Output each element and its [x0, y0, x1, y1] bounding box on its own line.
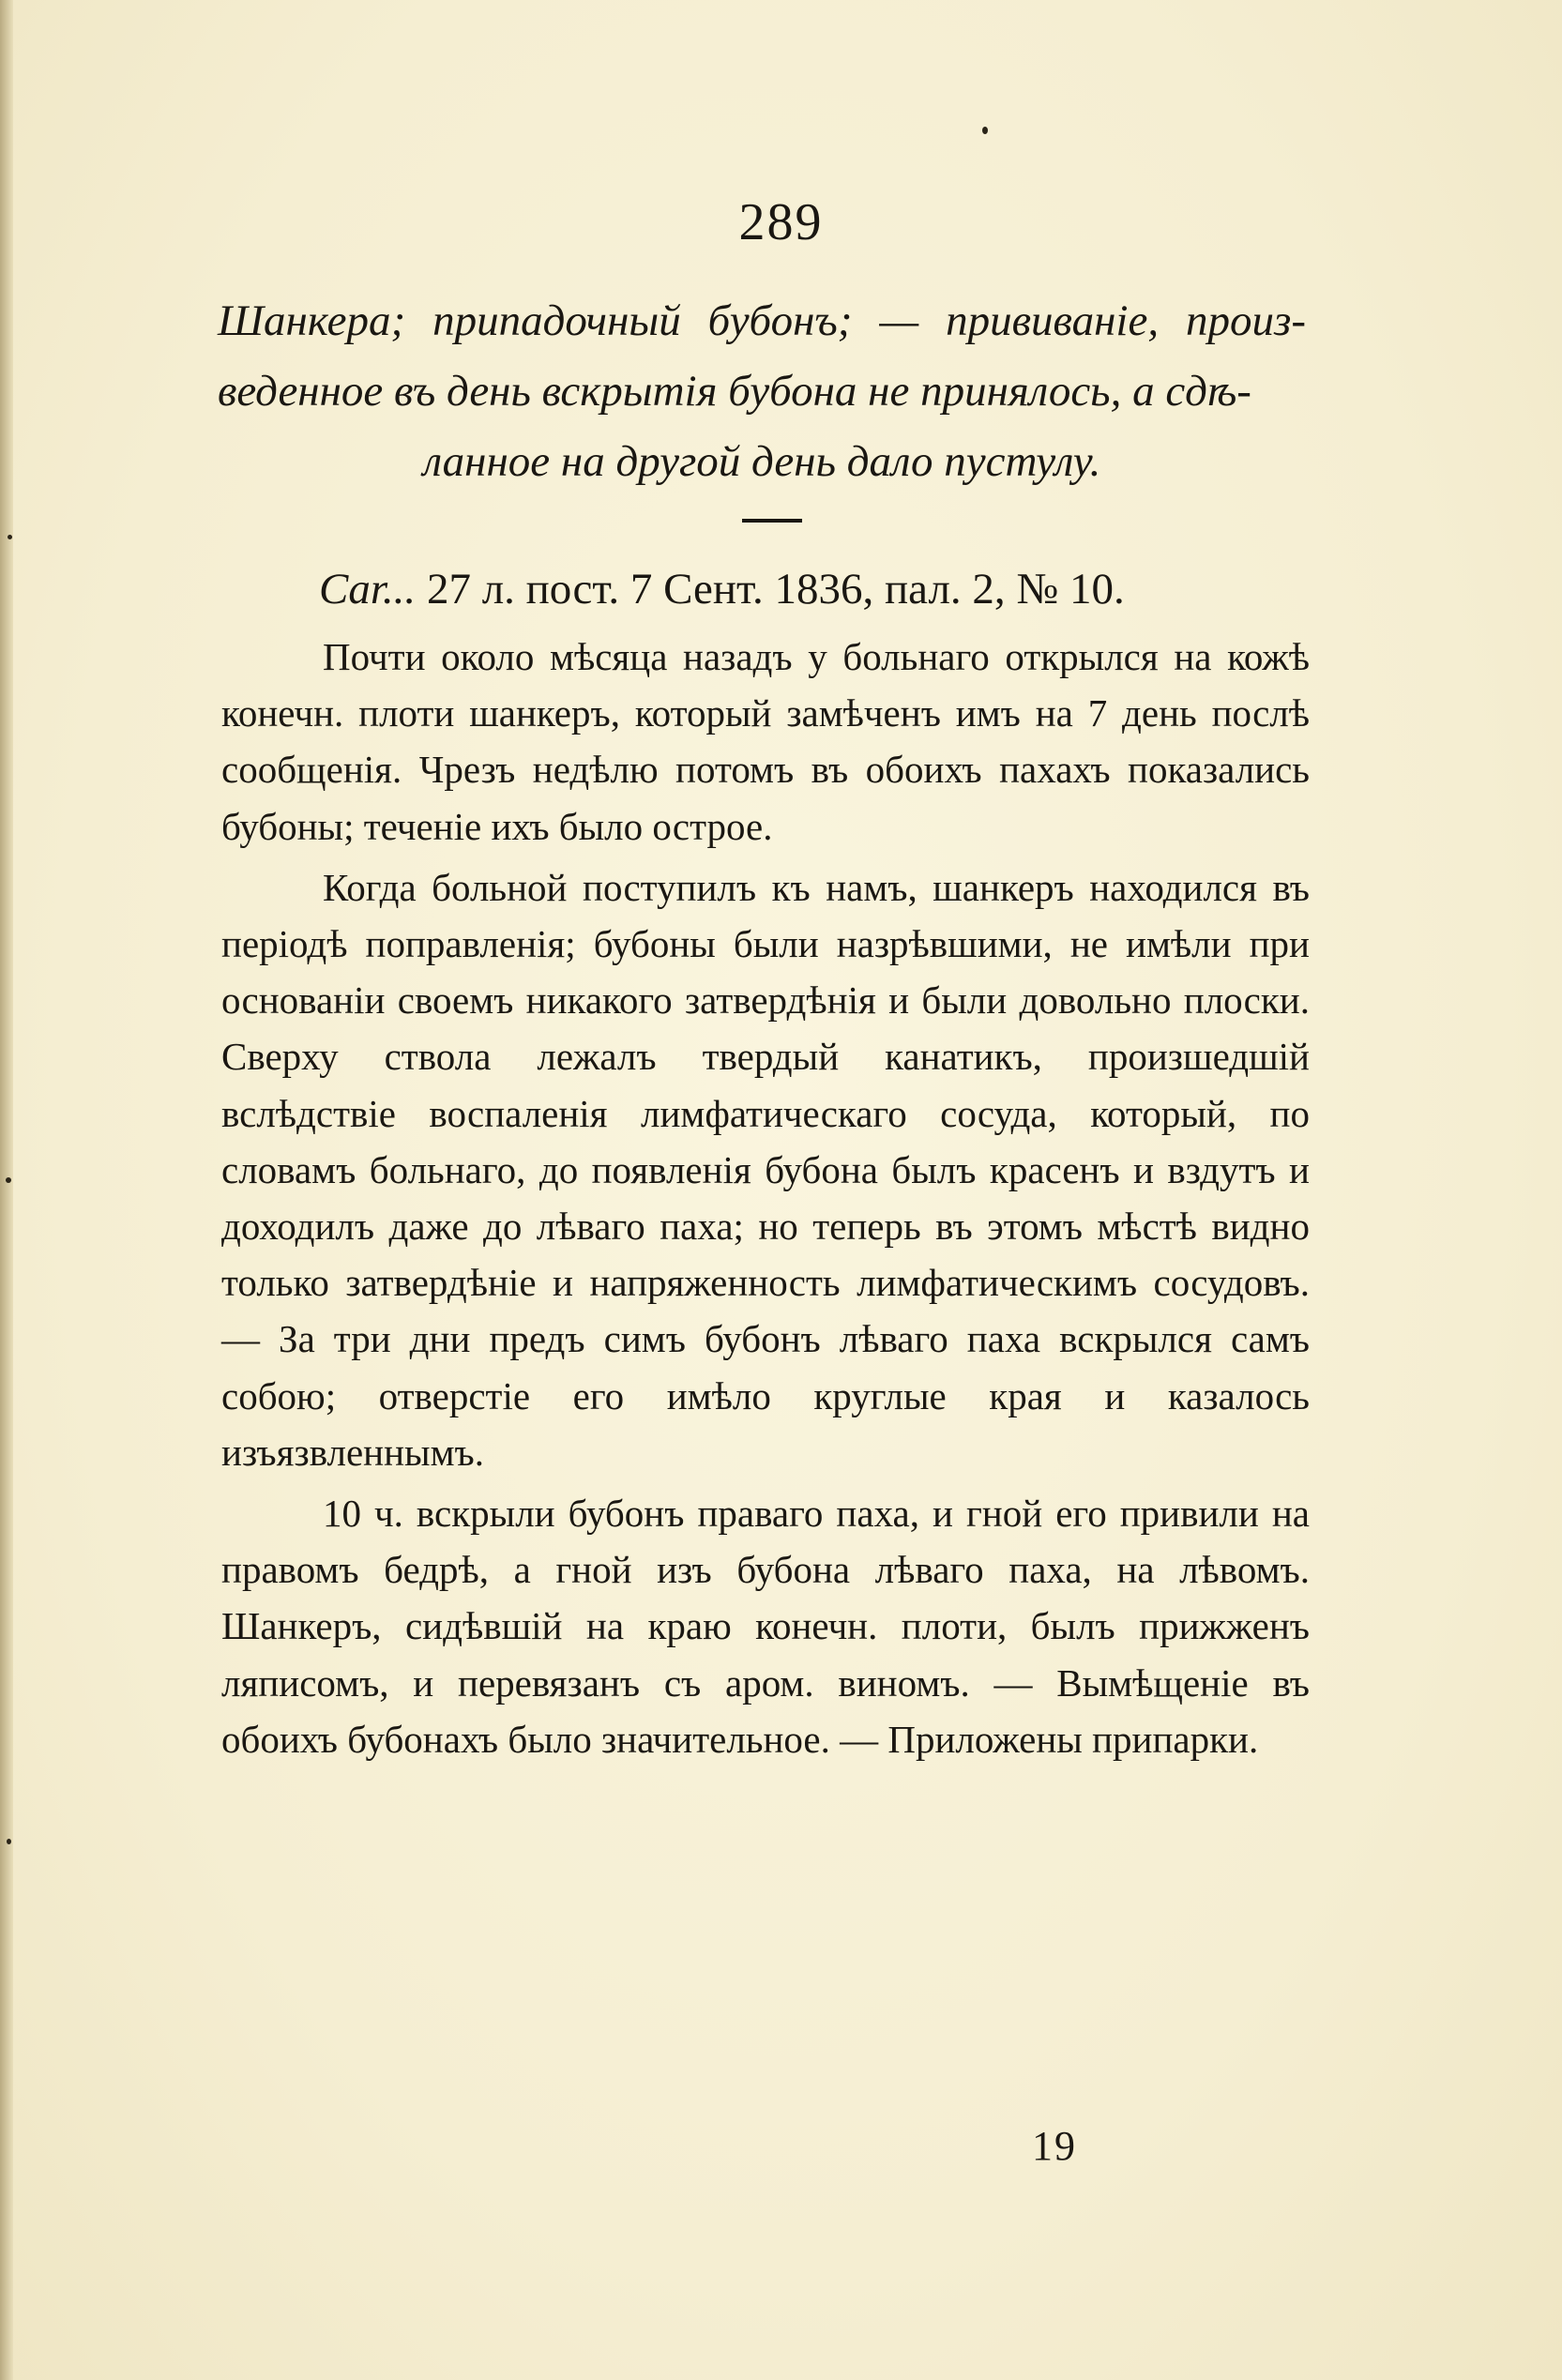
paragraph: Когда больной поступилъ къ намъ, шанкеръ находился въ перiодѣ поправленiя; бубоны были назрѣвшими, не имѣли при основанiи своемъ никакого затвердѣнiя и были довольно плоски. Сверху ствола лежалъ твердый канатикъ, произшедшiй вслѣдствiе воспаленiя лимфатическаго сосуда, который, по словамъ больнаго, до появленiя бубона былъ красенъ и вздутъ и доходилъ даже до лѣваго паха; но теперь въ этомъ мѣстѣ видно только затвердѣнiе и напряженность лимфатическимъ сосудовъ. — За три дни предъ симъ бубонъ лѣваго паха вскрылся самъ собою; отверстiе его имѣло круглые края и казалось изъязвленнымъ. — [221, 865, 1310, 1474]
ink-speck — [8, 535, 12, 539]
ink-speck — [7, 1839, 11, 1844]
paragraph: 10 ч. вскрыли бубонъ праваго паха, и гной его привили на правомъ бедрѣ, а гной изъ бубона лѣваго паха, на лѣвомъ. Шанкеръ, сидѣвшiй на краю конечн. плоти, былъ прижженъ ляписомъ, и перевязанъ съ аром. виномъ. — Вымѣщенiе въ обоихъ бубонахъ было значительное. — Приложены припарки. — [221, 1492, 1310, 1761]
case-identifier — [319, 561, 1313, 617]
ink-speck — [6, 1177, 11, 1183]
heading-line: Шанкера; припадочный бубонъ; — прививанiе, произ- — [218, 296, 1306, 345]
patient-name: Car... — [319, 565, 417, 614]
case-body — [221, 629, 1310, 1767]
page-number: 289 — [738, 193, 824, 251]
heading-line: ланное на другой день дало пустулу. — [422, 437, 1101, 486]
paragraph: Почти около мѣсяца назадъ у больнаго открылся на кожѣ конечн. плоти шанкеръ, который замѣченъ имъ на 7 день послѣ сообщенiя. Чрезъ недѣлю потомъ въ обоихъ пахахъ показались бубоны; теченiе ихъ было острое. — [221, 635, 1310, 848]
section-separator — [742, 519, 802, 523]
heading-line: веденное въ день вскрытiя бубона не принялось, а сдѣ- — [218, 367, 1251, 416]
page-edge — [0, 0, 13, 2380]
case-details: 27 л. пост. 7 Сент. 1836, пал. 2, № 10. — [426, 565, 1125, 614]
case-heading — [218, 286, 1306, 497]
signature-mark: 19 — [1032, 2123, 1077, 2169]
ink-speck — [982, 127, 988, 134]
